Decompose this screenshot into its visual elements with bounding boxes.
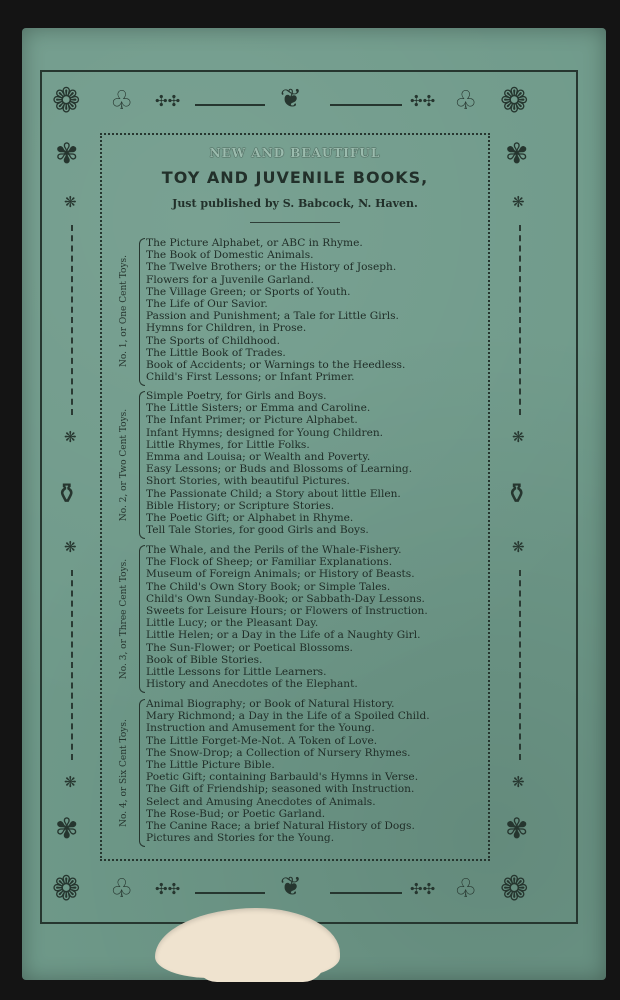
list-item: Little Lucy; or the Pleasant Day. <box>146 617 319 630</box>
scroll-ornament-icon: ✣✣ <box>410 880 436 898</box>
list-item: Little Rhymes, for Little Folks. <box>146 438 310 451</box>
list-item: Infant Hymns; designed for Young Children. <box>146 426 384 439</box>
ornament-rule <box>330 892 402 894</box>
list-item: Animal Biography; or Book of Natural History. <box>146 698 395 710</box>
list-item: The Passionate Child; a Story about little Ellen. <box>146 487 401 500</box>
section-list-six-cent <box>146 698 482 844</box>
central-crest-icon: ❦ <box>280 84 302 114</box>
list-item: Hymns for Children, in Prose. <box>146 322 307 335</box>
flower-basket-icon: ✾ <box>55 812 79 845</box>
list-item: Emma and Louisa; or Wealth and Poverty. <box>146 451 371 464</box>
urn-ornament-icon: ⚱ <box>505 477 529 510</box>
rosette-ornament-icon: ❁ <box>52 869 81 909</box>
list-item: The Gift of Friendship; seasoned with Instruction. <box>146 783 415 796</box>
lyre-ornament-icon: ♧ <box>110 86 134 116</box>
flower-basket-icon: ✾ <box>505 812 529 845</box>
list-item: Little Helen; or a Day in the Life of a Naughty Girl. <box>146 629 421 642</box>
section-label-one-cent: No. 1, or One Cent Toys. <box>119 254 129 368</box>
ornament-rule <box>330 104 402 106</box>
list-item: The Snow-Drop; a Collection of Nursery Rhymes. <box>146 746 411 759</box>
list-item: The Whale, and the Perils of the Whale-Fishery. <box>146 544 402 556</box>
list-item: Short Stories, with beautiful Pictures. <box>146 475 350 488</box>
scroll-ornament-icon: ✣✣ <box>155 92 181 110</box>
section-brace <box>139 391 145 539</box>
list-item: The Little Forget-Me-Not. A Token of Love. <box>146 734 378 747</box>
list-item: Pictures and Stories for the Young. <box>146 832 335 845</box>
list-item: Book of Accidents; or Warnings to the Heedless. <box>146 359 406 372</box>
heading-title: TOY AND JUVENILE BOOKS, <box>161 168 429 187</box>
flower-basket-icon: ✾ <box>505 137 529 170</box>
list-item: Bible History; or Scripture Stories. <box>146 499 335 512</box>
list-item: The Flock of Sheep; or Familiar Explanations. <box>146 556 393 569</box>
rosette-ornament-icon: ❁ <box>500 81 529 121</box>
section-label-two-cent: No. 2, or Two Cent Toys. <box>119 408 129 522</box>
list-item: Simple Poetry, for Girls and Boys. <box>146 390 327 402</box>
list-item: The Child's Own Story Book; or Simple Tales. <box>146 580 391 593</box>
list-item: Little Lessons for Little Learners. <box>146 666 327 679</box>
scroll-ornament-icon: ❋ <box>512 773 525 791</box>
list-item: Mary Richmond; a Day in the Life of a Spoiled Child. <box>146 710 430 723</box>
list-item: The Picture Alphabet, or ABC in Rhyme. <box>146 237 363 249</box>
list-item: The Sports of Childhood. <box>146 334 280 347</box>
rosette-ornament-icon: ❁ <box>500 869 529 909</box>
scroll-ornament-icon: ❋ <box>64 193 77 211</box>
section-brace <box>139 545 145 693</box>
list-item: Flowers for a Juvenile Garland. <box>146 273 314 286</box>
list-item: The Rose-Bud; or Poetic Garland. <box>146 807 326 820</box>
title-rule <box>250 222 340 223</box>
list-item: Child's First Lessons; or Infant Primer. <box>146 371 355 384</box>
list-item: Easy Lessons; or Buds and Blossoms of Learning. <box>146 463 413 476</box>
scroll-ornament-icon: ❋ <box>512 428 525 446</box>
list-item: Passion and Punishment; a Tale for Little Girls. <box>146 310 399 323</box>
list-item: The Life of Our Savior. <box>146 298 268 311</box>
section-list-one-cent <box>146 237 482 383</box>
scroll-ornament-icon: ✣✣ <box>155 880 181 898</box>
central-crest-icon: ❦ <box>280 872 302 902</box>
list-item: History and Anecdotes of the Elephant. <box>146 678 358 691</box>
list-item: Tell Tale Stories, for good Girls and Boys. <box>146 524 369 537</box>
scroll-ornament-icon: ❋ <box>64 538 77 556</box>
ornament-rule <box>195 892 265 894</box>
scroll-ornament-icon: ✣✣ <box>410 92 436 110</box>
list-item: Poetic Gift; containing Barbauld's Hymns in Verse. <box>146 771 419 784</box>
list-item: Book of Bible Stories. <box>146 653 263 666</box>
list-item: The Little Book of Trades. <box>146 346 286 359</box>
side-vine <box>71 225 75 415</box>
list-item: The Sun-Flower; or Poetical Blossoms. <box>146 641 353 654</box>
section-brace <box>139 238 145 386</box>
scroll-ornament-icon: ❋ <box>64 773 77 791</box>
section-label-six-cent: No. 4, or Six Cent Toys. <box>119 719 129 827</box>
lyre-ornament-icon: ♧ <box>110 874 134 904</box>
section-label-three-cent: No. 3, or Three Cent Toys. <box>119 558 129 680</box>
lyre-ornament-icon: ♧ <box>454 86 478 116</box>
heading-new-and-beautiful: NEW AND BEAUTIFUL <box>209 146 381 160</box>
side-vine <box>71 570 75 760</box>
list-item: The Twelve Brothers; or the History of Joseph. <box>146 261 397 274</box>
list-item: Child's Own Sunday-Book; or Sabbath-Day Lessons. <box>146 592 425 605</box>
torn-paper-damage <box>195 960 325 982</box>
section-list-two-cent <box>146 390 482 536</box>
flower-basket-icon: ✾ <box>55 137 79 170</box>
list-item: The Canine Race; a brief Natural History of Dogs. <box>146 820 415 833</box>
scroll-ornament-icon: ❋ <box>512 538 525 556</box>
scroll-ornament-icon: ❋ <box>512 193 525 211</box>
ornament-rule <box>195 104 265 106</box>
list-item: The Infant Primer; or Picture Alphabet. <box>146 414 358 427</box>
list-item: The Little Picture Bible. <box>146 759 275 772</box>
list-item: Select and Amusing Anecdotes of Animals. <box>146 795 376 808</box>
rosette-ornament-icon: ❁ <box>52 81 81 121</box>
side-vine <box>519 225 523 415</box>
list-item: The Book of Domestic Animals. <box>146 249 314 262</box>
list-item: The Village Green; or Sports of Youth. <box>146 285 351 298</box>
urn-ornament-icon: ⚱ <box>55 477 79 510</box>
list-item: Sweets for Leisure Hours; or Flowers of Instruction. <box>146 605 428 618</box>
section-list-three-cent <box>146 544 482 690</box>
scroll-ornament-icon: ❋ <box>64 428 77 446</box>
list-item: The Poetic Gift; or Alphabet in Rhyme. <box>146 512 354 525</box>
side-vine <box>519 570 523 760</box>
lyre-ornament-icon: ♧ <box>454 874 478 904</box>
section-brace <box>139 699 145 847</box>
list-item: The Little Sisters; or Emma and Caroline. <box>146 402 371 415</box>
list-item: Museum of Foreign Animals; or History of Beasts. <box>146 568 415 581</box>
list-item: Instruction and Amusement for the Young. <box>146 722 375 735</box>
heading-publisher: Just published by S. Babcock, N. Haven. <box>172 197 418 210</box>
